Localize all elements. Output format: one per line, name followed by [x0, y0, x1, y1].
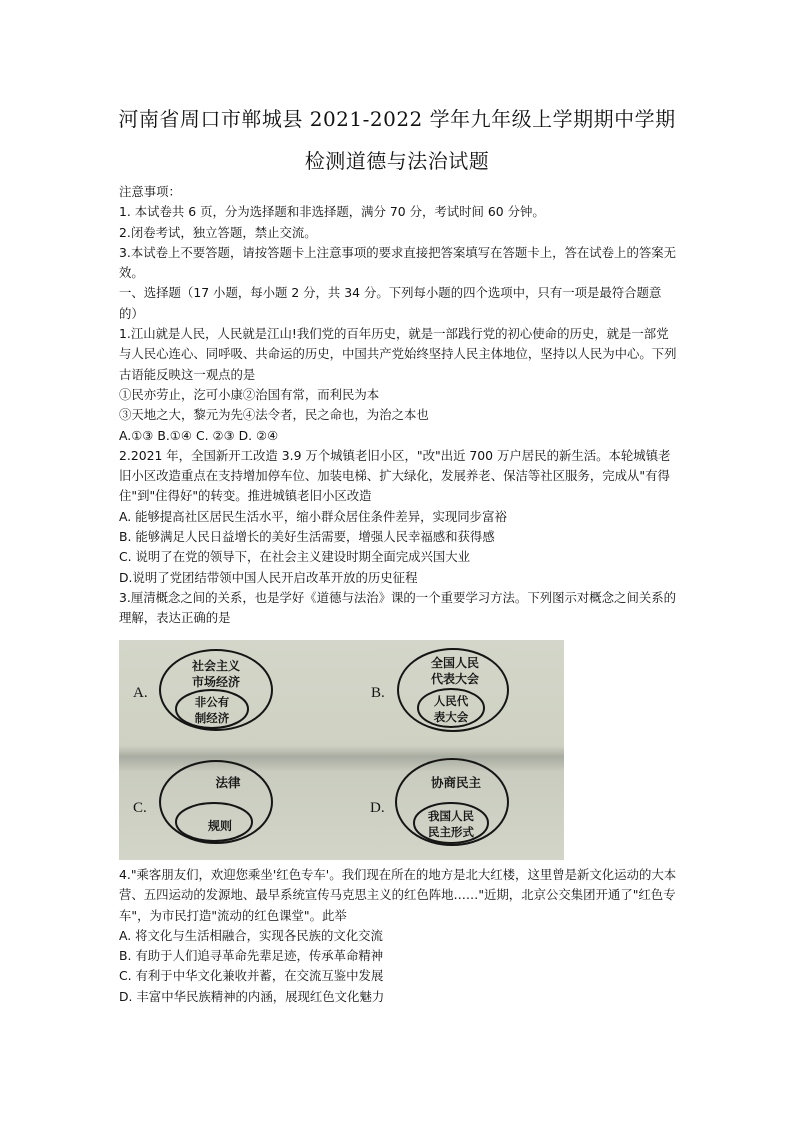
diagram-d-outer-text: 协商民主 — [430, 775, 482, 790]
diagram-b-label: B. — [371, 685, 385, 701]
diagram-c-label: C. — [133, 800, 147, 816]
diagram-a-inner-text-1: 非公有 — [194, 695, 230, 709]
q4-stem: 4."乘客朋友们，欢迎您乘坐'红色专车'。我们现在所在的地方是北大红楼，这里曾是新文化运动的大本营、五四运动的发源地、最早系统宣传马克思主义的红色阵地……"近期，北京公交集团开通了"红色专车"，为市民打造"流动的红色课堂"。此举 — [119, 867, 677, 923]
q1-options: A.①③ B.①④ C. ②③ D. ②④ — [119, 427, 279, 443]
exam-body — [119, 182, 679, 629]
q4-option-a: A. 将文化与生活相融合，实现各民族的文化交流 — [119, 927, 383, 943]
diagram-a-outer-text-2: 市场经济 — [191, 675, 241, 689]
q2-option-d: D.说明了党团结带领中国人民开启改革开放的历史征程 — [119, 569, 418, 585]
diagram-c-outer-text: 法律 — [215, 775, 241, 790]
q2-option-a: A. 能够提高社区居民生活水平，缩小群众居住条件差异，实现同步富裕 — [119, 508, 507, 524]
q2-stem: 2.2021 年，全国新开工改造 3.9 万个城镇老旧小区，"改"出近 700 万户居民的新生活。本轮城镇老旧小区改造重点在支持增加停车位、加装电梯、扩大绿化，发展养老、保洁等社区服务，完成从"有得住"到"住得好"的转变。推进城镇老旧小区改造 — [119, 447, 671, 504]
diagram-b-outer-text-1: 全国人民 — [430, 656, 480, 670]
diagram-d-label: D. — [370, 800, 385, 816]
q1-line2: ③天地之大，黎元为先④法令者，民之命也，为治之本也 — [119, 407, 429, 423]
diagram-d-inner-text-2: 民主形式 — [428, 825, 474, 839]
q4-option-b: B. 有助于人们追寻革命先辈足迹，传承革命精神 — [119, 948, 384, 964]
q2-option-c: C. 说明了在党的领导下，在社会主义建设时期全面完成兴国大业 — [119, 549, 471, 565]
q2-option-b: B. 能够满足人民日益增长的美好生活需要，增强人民幸福感和获得感 — [119, 529, 495, 545]
diagram-d-inner-text-1: 我国人民 — [428, 809, 474, 823]
q1-line1: ①民亦劳止，汔可小康②治国有常，而利民为本 — [119, 386, 380, 402]
q4-option-d: D. 丰富中华民族精神的内涵，展现红色文化魅力 — [119, 988, 385, 1004]
notes-heading: 注意事项： — [119, 184, 181, 199]
q1-stem: 1.江山就是人民，人民就是江山!我们党的百年历史，就是一部践行党的初心使命的历史，就是一部党与人民心连心、同呼吸、共命运的历史，中国共产党始终坚持人民主体地位，坚持以人民为中心。下列古语能反映这一观点的是 — [119, 326, 677, 382]
diagram-a-outer-text-1: 社会主义 — [191, 659, 241, 673]
exam-title-line2: 检测道德与法治试题 — [304, 149, 490, 173]
diagram-b-inner-text-2: 表大会 — [433, 710, 469, 724]
diagram-b-outer-text-2: 代表大会 — [430, 672, 480, 686]
q4-option-c: C. 有利于中华文化兼收并蓄，在交流互鉴中发展 — [119, 968, 384, 984]
q3-figure — [119, 640, 564, 860]
note-item-3: 3.本试卷上不要答题，请按答题卡上注意事项的要求直接把答案填写在答题卡上，答在试卷上的答案无效。 — [119, 244, 677, 281]
note-item-1: 1. 本试卷共 6 页，分为选择题和非选择题，满分 70 分，考试时间 60 分钟。 — [119, 204, 545, 220]
diagram-a-inner-text-2: 制经济 — [194, 711, 230, 725]
exam-title-line1: 河南省周口市郸城县 2021-2022 学年九年级上学期期中学期 — [118, 107, 676, 131]
diagram-a-label: A. — [133, 685, 148, 701]
diagram-b-inner-text-1: 人民代 — [433, 694, 469, 708]
question-4 — [119, 865, 679, 1007]
section1-heading: 一、选择题（17 小题，每小题 2 分，共 34 分。下列每小题的四个选项中，只有一项是最符合题意的） — [119, 285, 662, 321]
note-item-2: 2.闭卷考试，独立答题，禁止交流。 — [119, 224, 317, 240]
diagram-c-inner-text: 规则 — [207, 819, 233, 833]
q3-stem: 3.厘清概念之间的关系，也是学好《道德与法治》课的一个重要学习方法。下列图示对概念之间关系的理解，表达正确的是 — [119, 589, 677, 626]
